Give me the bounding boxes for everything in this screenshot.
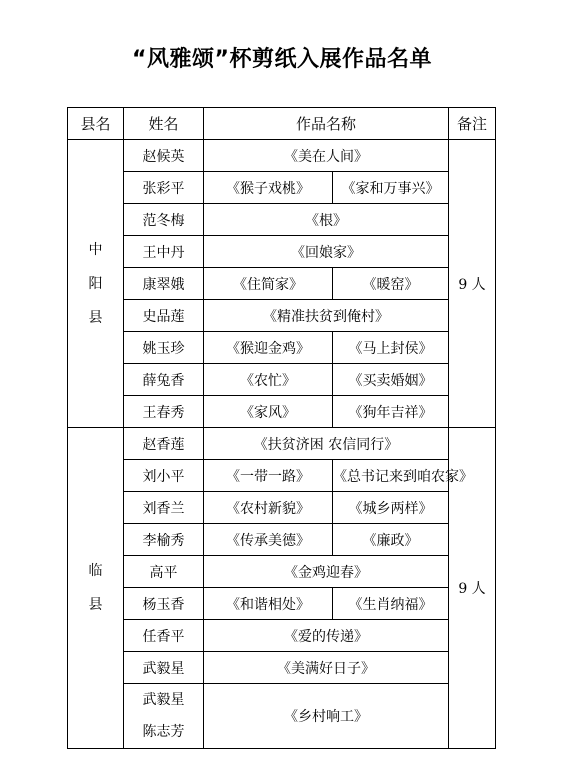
work-cell: 《传承美德》: [204, 524, 333, 556]
name-cell: 任香平: [124, 620, 204, 652]
name-cell: 康翠娥: [124, 268, 204, 300]
remark-cell: 9 人: [449, 140, 496, 428]
county-char: 县: [88, 597, 103, 613]
work-cell: 《猴子戏桃》: [204, 172, 333, 204]
roster-table: [67, 107, 496, 749]
name-cell: 王春秀: [124, 396, 204, 428]
table-row: [68, 684, 496, 749]
work-cell: 《一带一路》: [204, 460, 333, 492]
name-line: 武毅星: [142, 692, 185, 708]
table-row: [68, 236, 496, 268]
header-works: 作品名称: [204, 108, 449, 140]
header-county: 县名: [68, 108, 124, 140]
name-cell: 张彩平: [124, 172, 204, 204]
county-char: 县: [88, 309, 103, 326]
work-cell: 《家和万事兴》: [333, 172, 449, 204]
table-row: [68, 332, 496, 364]
name-cell: 杨玉香: [124, 588, 204, 620]
work-cell: 《农村新貌》: [204, 492, 333, 524]
table-row: [68, 428, 496, 460]
work-cell: 《买卖婚姻》: [333, 364, 449, 396]
work-cell: 《暖窑》: [333, 268, 449, 300]
work-cell: 《生肖纳福》: [333, 588, 449, 620]
work-cell: 《精准扶贫到俺村》: [204, 300, 449, 332]
table-row: [68, 364, 496, 396]
table-row: [68, 556, 496, 588]
work-cell: 《美满好日子》: [204, 652, 449, 684]
work-cell: 《和谐相处》: [204, 588, 333, 620]
name-cell: 史品莲: [124, 300, 204, 332]
name-cell: 姚玉珍: [124, 332, 204, 364]
table-row: [68, 204, 496, 236]
work-cell: 《猴迎金鸡》: [204, 332, 333, 364]
name-cell: 赵候英: [124, 140, 204, 172]
name-cell: 高平: [124, 556, 204, 588]
table-row: [68, 396, 496, 428]
table-row: [68, 460, 496, 492]
table-row: [68, 172, 496, 204]
county-cell: [68, 140, 124, 428]
county-cell: [68, 428, 124, 749]
page-title: “风雅颂”杯剪纸入展作品名单: [132, 47, 432, 72]
name-cell: 刘小平: [124, 460, 204, 492]
name-cell: 赵香莲: [124, 428, 204, 460]
header-name: 姓名: [124, 108, 204, 140]
table-row: [68, 620, 496, 652]
table-row: [68, 492, 496, 524]
work-cell: 《住简家》: [204, 268, 333, 300]
table-row: [68, 300, 496, 332]
work-cell: 《家风》: [204, 396, 333, 428]
table-row: [68, 268, 496, 300]
work-cell: 《狗年吉祥》: [333, 396, 449, 428]
name-cell: 刘香兰: [124, 492, 204, 524]
work-cell: 《马上封侯》: [333, 332, 449, 364]
name-line: 陈志芳: [142, 724, 185, 740]
table-row: [68, 524, 496, 556]
work-cell: 《农忙》: [204, 364, 333, 396]
name-cell: 武毅星: [124, 652, 204, 684]
name-cell: 李榆秀: [124, 524, 204, 556]
remark-cell: 9 人: [449, 428, 496, 749]
county-char: 阳: [88, 275, 103, 292]
table-row: [68, 652, 496, 684]
table-row: [68, 140, 496, 172]
name-cell: 王中丹: [124, 236, 204, 268]
name-cell: 范冬梅: [124, 204, 204, 236]
name-cell: 薛兔香: [124, 364, 204, 396]
header-remark: 备注: [449, 108, 496, 140]
county-char: 临: [88, 563, 103, 579]
header-row: [68, 108, 496, 140]
work-cell: 《扶贫济困 农信同行》: [204, 428, 449, 460]
work-cell: 《乡村响工》: [204, 684, 449, 749]
work-cell: 《根》: [204, 204, 449, 236]
work-cell: 《回娘家》: [204, 236, 449, 268]
county-char: 中: [88, 241, 103, 258]
work-cell: 《爱的传递》: [204, 620, 449, 652]
table-row: [68, 588, 496, 620]
work-cell: 《廉政》: [333, 524, 449, 556]
work-cell: 《城乡两样》: [333, 492, 449, 524]
name-cell: [124, 684, 204, 749]
work-cell: 《金鸡迎春》: [204, 556, 449, 588]
work-cell: 《美在人间》: [204, 140, 449, 172]
work-cell: 《总书记来到咱农家》: [333, 460, 449, 492]
